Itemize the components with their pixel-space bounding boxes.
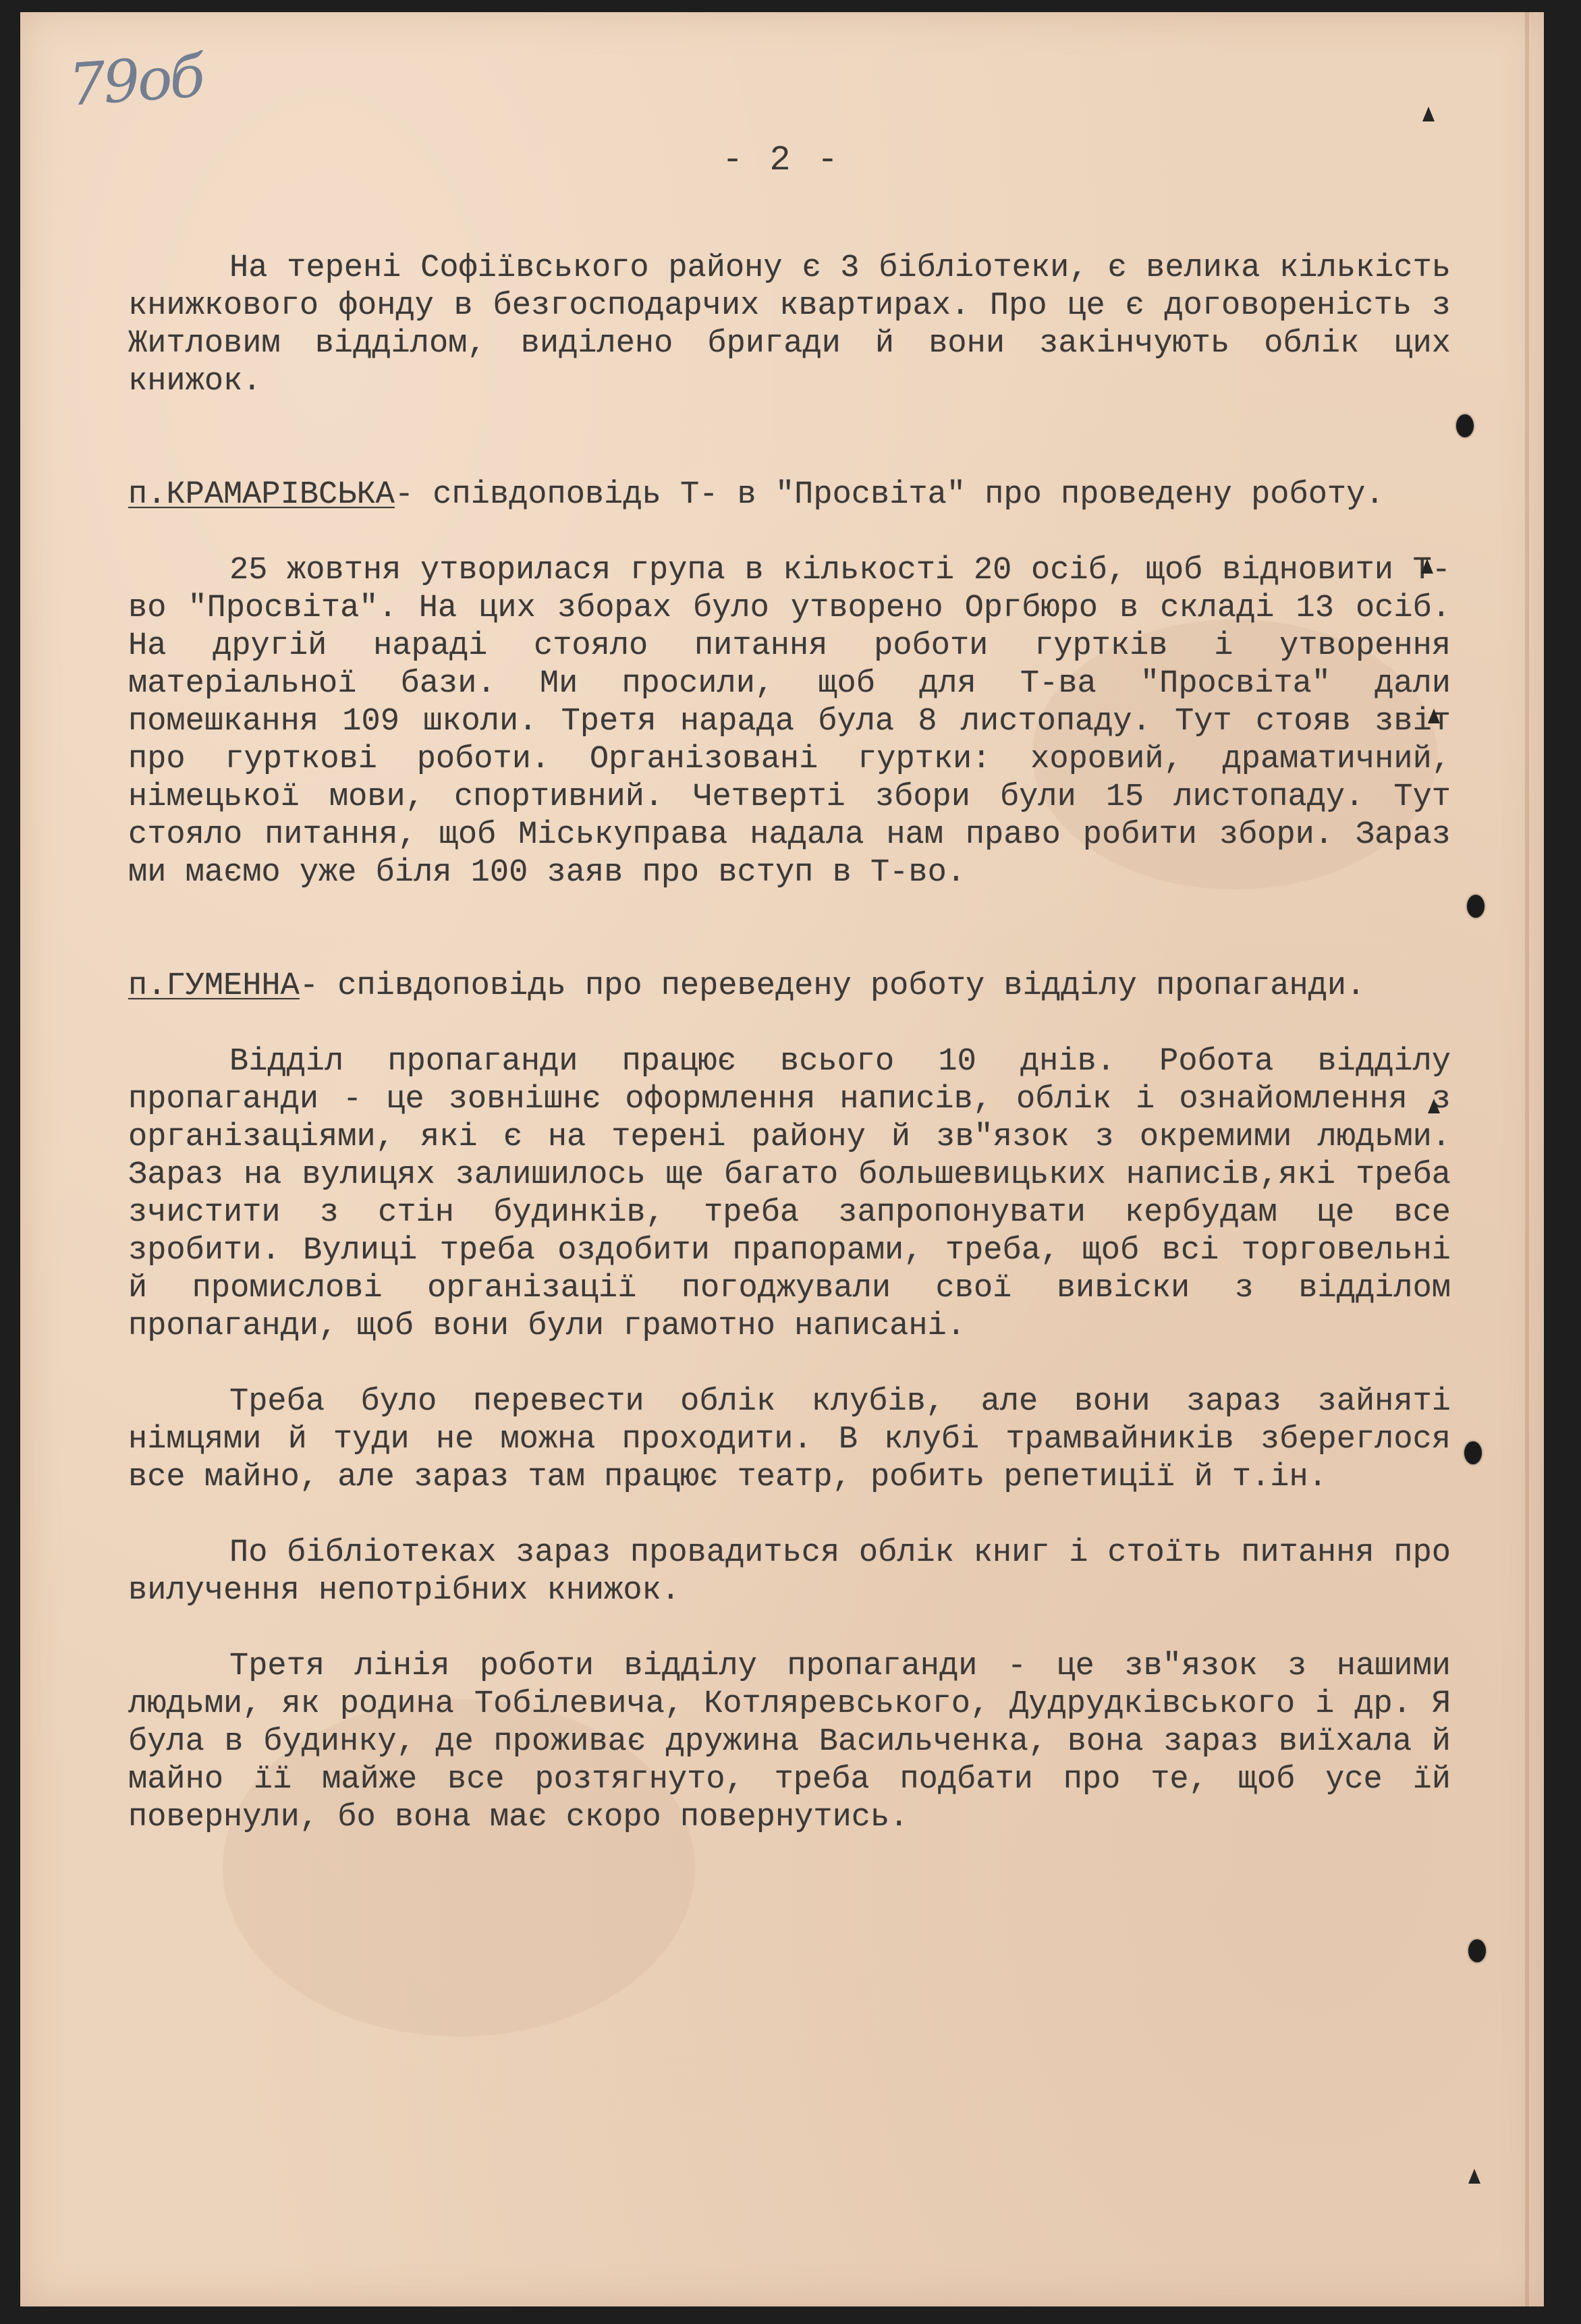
- speaker-topic: - співдоповідь про переведену роботу відділу пропаганди.: [299, 968, 1366, 1004]
- paragraph-third-line: Третя лінія роботи відділу пропаганди - це зв"язок з нашими людьми, як родина Тобілевича, Котляревського, Дудрудківського і др. Я була в будинку, де проживає дружина Васильченка, вона зараз виїхала й майно її майже все розтягнуто, треба подбати про те, щоб усе їй повернули, бо вона має скоро повернутись.: [128, 1649, 1451, 1835]
- paragraph-library-books: По бібліотеках зараз провадиться облік книг і стоїть питання про вилучення непотрібних книжок.: [128, 1535, 1451, 1609]
- margin-mark: [1428, 1099, 1440, 1113]
- binder-hole: [1456, 414, 1474, 437]
- speaker-name: п.ГУМЕННА: [128, 968, 300, 1004]
- paragraph-speaker-humenna: [128, 930, 1451, 1005]
- document-sheet: [20, 12, 1544, 2306]
- margin-mark: [1428, 709, 1440, 723]
- binder-hole: [1468, 1939, 1486, 1962]
- paragraph-clubs: Треба було перевести облік клубів, але вони зараз зайняті німцями й туди не можна проходити. В клубі трамвайників збереглося все майно, але зараз там працює театр, робить репетиції й т.ін.: [128, 1384, 1451, 1495]
- paragraph-speaker-kramarivska: [128, 439, 1451, 514]
- speaker-topic: - співдоповідь Т- в "Просвіта" про проведену роботу.: [394, 477, 1385, 513]
- paragraph-libraries: На терені Софіївського району є 3 бібліотеки, є велика кількість книжкового фонду в безгосподарчих квартирах. Про це є договореність з Житловим відділом, виділено бригади й вони закінчують облік цих книжок.: [128, 250, 1451, 399]
- document-body: [128, 250, 1451, 1875]
- page-number: - 2 -: [722, 140, 841, 180]
- paragraph-propaganda-department: Відділ пропаганди працює всього 10 днів. Робота відділу пропаганди - це зовнішнє оформлення написів, облік і ознайомлення з організаціями, які є на терені району й зв"язок з окремими людьми. Зараз на вулицях залишилось ще багато большевицьких написів,які треба зчистити з стін будинків, треба запропонувати кербудам це все зробити. Вулиці треба оздобити прапорами, треба, щоб всі торговельні й промислові організації погоджували свої вивіски з відділом пропаганди, щоб вони були грамотно написані.: [128, 1044, 1451, 1344]
- sheet-edge-shadow: [1525, 12, 1529, 2306]
- margin-mark: [1468, 2169, 1480, 2184]
- binder-hole: [1464, 1441, 1482, 1464]
- margin-mark: [1421, 559, 1433, 574]
- binder-hole: [1467, 895, 1485, 918]
- archive-folio-number: 79об: [66, 43, 204, 119]
- margin-mark: [1422, 107, 1435, 121]
- paragraph-prosvita-report: 25 жовтня утворилася група в кількості 20 осіб, щоб відновити Т-во "Просвіта". На цих зборах було утворено Оргбюро в складі 13 осіб. На другій нараді стояло питання роботи гуртків і утворення матеріальної бази. Ми просили, щоб для Т-ва "Просвіта" дали помешкання 109 школи. Третя нарада була 8 листопаду. Тут стояв звіт про гурткові роботи. Організовані гуртки: хоровий, драматичний, німецької мови, спортивний. Четверті збори були 15 листопаду. Тут стояло питання, щоб Міськуправа надала нам право робити збори. Зараз ми маємо уже біля 100 заяв про вступ в Т-во.: [128, 553, 1451, 891]
- speaker-name: п.КРАМАРІВСЬКА: [128, 477, 395, 513]
